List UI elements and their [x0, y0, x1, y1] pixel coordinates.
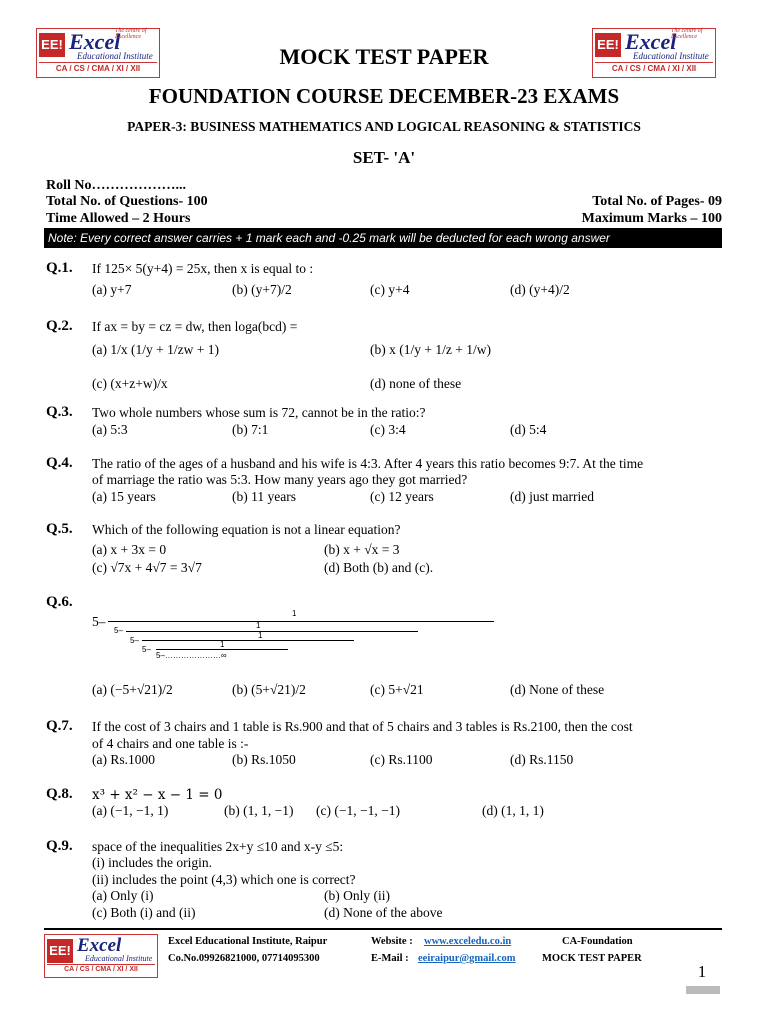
- option-c: (c) (−1, −1, −1): [316, 803, 400, 818]
- option-d: (d) none of these: [370, 376, 462, 391]
- footer-website-link[interactable]: www.exceledu.co.in: [424, 936, 512, 947]
- option-d: (d) None of these: [510, 682, 605, 697]
- option-d: (d) (y+4)/2: [510, 282, 570, 297]
- total-pages: Total No. of Pages- 09: [592, 194, 722, 209]
- footer-course: CA-Foundation: [562, 936, 633, 947]
- time-allowed: Time Allowed – 2 Hours: [46, 211, 191, 226]
- question-text: of marriage the ratio was 5:3. How many years ago they got married?: [92, 472, 468, 487]
- option-b: (b) 11 years: [232, 489, 296, 504]
- option-c: (c) Rs.1100: [370, 752, 433, 767]
- option-a: (a) y+7: [92, 282, 132, 297]
- question-number: Q.8.: [46, 786, 73, 802]
- cf-bar: [156, 649, 288, 650]
- question-number: Q.2.: [46, 318, 73, 334]
- option-a: (a) (−1, −1, 1): [92, 803, 169, 818]
- logo-ee-mark: EE!: [47, 939, 73, 963]
- option-c: (c) √7x + 4√7 = 3√7: [92, 560, 202, 575]
- cf-five: 5–: [114, 626, 123, 635]
- option-b: (b) (1, 1, −1): [224, 803, 294, 818]
- footer-institute: Excel Educational Institute, Raipur: [168, 936, 328, 947]
- logo-ee-mark: EE!: [39, 33, 65, 57]
- footer-website-label: Website :: [371, 936, 413, 947]
- cf-bar: [108, 621, 494, 622]
- set-title: SET- 'A': [352, 148, 416, 167]
- option-d: (d) (1, 1, 1): [482, 803, 544, 818]
- option-d: (d) None of the above: [324, 905, 443, 920]
- roll-no: Roll No………………...: [46, 178, 186, 193]
- footer-paper: MOCK TEST PAPER: [542, 953, 642, 964]
- logo-tagline: The centre of Excellence: [671, 28, 703, 40]
- option-b: (b) x + √x = 3: [324, 542, 400, 557]
- logo-subtitle: Educational Institute: [633, 51, 709, 61]
- footer-email-label: E-Mail :: [371, 953, 409, 964]
- logo-tagline: The centre of Excellence: [115, 28, 147, 40]
- question-text: Two whole numbers whose sum is 72, cannot be in the ratio:?: [92, 405, 426, 420]
- paper-title: PAPER-3: BUSINESS MATHEMATICS AND LOGICAL REASONING & STATISTICS: [127, 119, 641, 134]
- footer-contact: Co.No.09926821000, 07714095300: [168, 953, 320, 964]
- option-a: (a) (−5+√21)/2: [92, 682, 173, 697]
- option-d: (d) Rs.1150: [510, 752, 574, 767]
- logo-course-bar: CA / CS / CMA / XI / XII: [39, 62, 157, 75]
- option-b: (b) Only (ii): [324, 888, 390, 903]
- footer-email-link[interactable]: eeiraipur@gmail.com: [418, 953, 516, 964]
- page-number: 1: [697, 962, 707, 981]
- question-number: Q.9.: [46, 838, 73, 854]
- cf-one: 1: [220, 640, 225, 649]
- option-a: (a) 1/x (1/y + 1/zw + 1): [92, 342, 219, 357]
- logo-course-bar: CA / CS / CMA / XI / XII: [595, 62, 713, 75]
- page-number-bar: [686, 986, 720, 994]
- logo-footer: [44, 934, 158, 978]
- maximum-marks: Maximum Marks – 100: [581, 211, 722, 226]
- option-c: (c) Both (i) and (ii): [92, 905, 196, 920]
- option-b: (b) (y+7)/2: [232, 282, 292, 297]
- logo-ee-mark: EE!: [595, 33, 621, 57]
- question-text: The ratio of the ages of a husband and his wife is 4:3. After 4 years this ratio becomes 9:7. At the time: [92, 456, 644, 471]
- option-c: (c) y+4: [370, 282, 410, 297]
- logo-brand: Excel: [625, 29, 677, 54]
- option-a: (a) x + 3x = 0: [92, 542, 167, 557]
- option-a: (a) 15 years: [92, 489, 156, 504]
- question-number: Q.4.: [46, 455, 73, 471]
- logo-subtitle: Educational Institute: [77, 51, 153, 61]
- cf-bar: [142, 640, 354, 641]
- marking-note: Note: Every correct answer carries + 1 mark each and -0.25 mark will be deducted for each wrong answer: [44, 228, 722, 248]
- logo-subtitle: Educational Institute: [85, 954, 153, 963]
- course-title: FOUNDATION COURSE DECEMBER-23 EXAMS: [148, 84, 620, 108]
- option-c: (c) 5+√21: [370, 682, 424, 697]
- question-text: (ii) includes the point (4,3) which one is correct?: [92, 872, 356, 887]
- question-text: If 125× 5(y+4) = 25x, then x is equal to :: [92, 261, 314, 276]
- question-text: x³ + x² − x − 1 = 0: [92, 787, 223, 803]
- question-text: space of the inequalities 2x+y ≤10 and x-y ≤5:: [92, 839, 344, 854]
- question-number: Q.1.: [46, 260, 73, 276]
- question-number: Q.5.: [46, 521, 73, 537]
- question-number: Q.3.: [46, 404, 73, 420]
- cf-five: 5–: [130, 636, 139, 645]
- question-text: (i) includes the origin.: [92, 855, 212, 870]
- option-d: (d) Both (b) and (c).: [324, 560, 434, 575]
- page-title: MOCK TEST PAPER: [279, 44, 489, 69]
- logo-brand: Excel: [77, 935, 122, 956]
- logo-course-bar: CA / CS / CMA / XI / XII: [47, 964, 155, 975]
- total-questions: Total No. of Questions- 100: [46, 194, 208, 209]
- option-a: (a) Only (i): [92, 888, 154, 903]
- question-text: If ax = by = cz = dw, then loga(bcd) =: [92, 319, 298, 334]
- question-number: Q.7.: [46, 718, 73, 734]
- option-c: (c) 12 years: [370, 489, 434, 504]
- cf-lead: 5–: [92, 614, 106, 629]
- question-text: of 4 chairs and one table is :-: [92, 736, 249, 751]
- cf-five: 5–: [142, 645, 151, 654]
- cf-one: 1: [258, 631, 263, 640]
- option-b: (b) Rs.1050: [232, 752, 296, 767]
- cf-tail: 5–…………………∞: [156, 651, 227, 660]
- option-b: (b) (5+√21)/2: [232, 682, 306, 697]
- option-d: (d) just married: [510, 489, 594, 504]
- footer-divider: [44, 928, 722, 930]
- cf-one: 1: [256, 621, 261, 630]
- option-c: (c) 3:4: [370, 422, 406, 437]
- cf-one: 1: [292, 609, 297, 618]
- question-text: Which of the following equation is not a linear equation?: [92, 522, 401, 537]
- cf-bar: [126, 631, 418, 632]
- option-d: (d) 5:4: [510, 422, 547, 437]
- logo-brand: Excel: [69, 29, 121, 54]
- option-a: (a) 5:3: [92, 422, 128, 437]
- option-b: (b) 7:1: [232, 422, 269, 437]
- option-b: (b) x (1/y + 1/z + 1/w): [370, 342, 491, 357]
- option-a: (a) Rs.1000: [92, 752, 155, 767]
- option-c: (c) (x+z+w)/x: [92, 376, 168, 391]
- question-text: If the cost of 3 chairs and 1 table is Rs.900 and that of 5 chairs and 3 tables is Rs.2100, then the cost: [92, 719, 633, 734]
- question-number: Q.6.: [46, 594, 73, 610]
